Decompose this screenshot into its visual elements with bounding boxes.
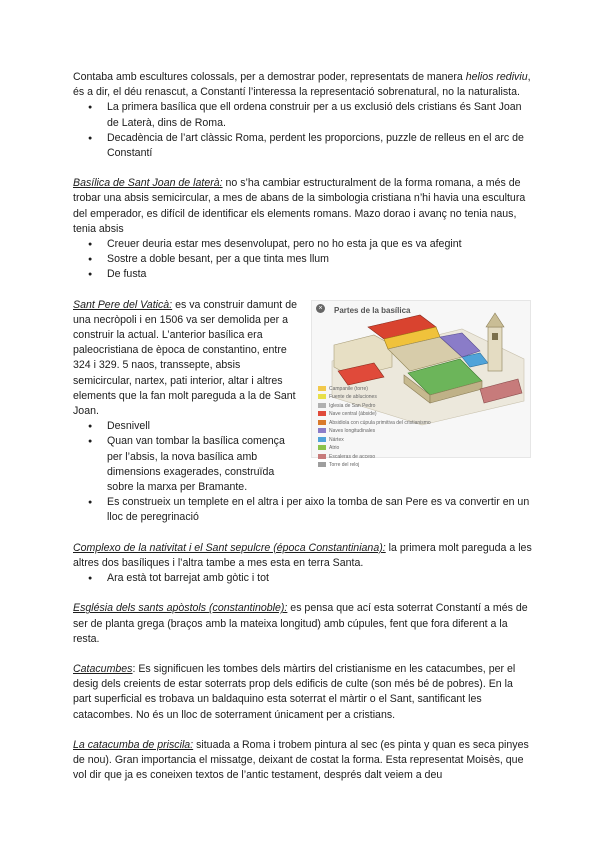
close-icon[interactable]: × [316,304,325,313]
helios-rediviu-term: helios rediviu [465,71,528,83]
legend-swatch [318,420,326,425]
list-item: ● Creuer deuria estar mes desenvolupat, pero no ho esta ja que es va afegint [73,237,533,252]
legend-swatch [318,394,326,399]
section-heading: Església dels sants apòstols (constantinoble): [73,602,288,615]
intro-paragraph: Contaba amb escultures colossals, per a demostrar poder, representats de manera helios rediviu, és a dir, el déu renascut, a Constantí l’interessa la representació sobrenatural, no la naturalista. [73,71,531,99]
vatica-bullet-list-continued [73,495,533,525]
legend-item: Nave central (ábside) [318,410,431,419]
laterano-bullet-list [73,237,533,283]
intro-bullet-list [73,100,533,161]
legend-swatch [318,411,326,416]
section-heading: Basílica de Sant Joan de laterà: [73,177,223,190]
list-item: ● La primera basílica que ell ordena construir per a us exclusió dels cristians és Sant Joan de Laterà, dins de Roma. [73,100,533,130]
list-item: ● Ara està tot barrejat amb gòtic i tot [73,571,533,586]
list-item: ● Es construeix un templete en el altra i per aixo la tomba de san Pere es va convertir en un lloc de peregrinació [73,495,533,525]
legend-item: Iglesia de San Pedro [318,402,431,411]
legend-item: Nártex [318,436,431,445]
legend-swatch [318,428,326,433]
complexo-bullet-list [73,571,533,586]
legend-item: Fuente de abluciones [318,393,431,402]
legend-item: Naves longitudinales [318,427,431,436]
list-item: ● Desnivell [73,419,298,434]
list-item: ● Decadència de l’art clàssic Roma, perdent les proporcions, puzzle de relleus en el arc de Constantí [73,131,533,161]
vatica-paragraph: Sant Pere del Vaticà: es va construir damunt de una necròpoli i en 1506 va ser demolida per a construir la actual. L’anterior basílica era paleocristiana de època de constantino, entre 324 i 329. 5 naos, transsepte, absis semicircular, nartex, pati interior, altar i altres elements que la fan molt pareguda a la de Sant Joan. [73,298,297,418]
section-heading: La catacumba de priscila: [73,738,194,751]
basilica-diagram-figure [311,300,531,469]
figure-legend [318,385,431,470]
legend-swatch [318,462,326,467]
legend-swatch [318,403,326,408]
campanile-window [492,333,498,340]
legend-item: Torre del reloj [318,461,431,470]
campanile-roof [486,313,504,327]
legend-item: Atrio [318,444,431,453]
legend-swatch [318,386,326,391]
catacumbes-paragraph: Catacumbes: Es significuen les tombes dels màrtirs del cristianisme en les catacumbes, per el desig dels creients de estar soterrats prop dels edificis de culte (son més bé de pobres). En la part superficial es trobava un baldaquino esta soterrat el màrtir o el Sant, santificant les catacombes. No és un lloc de soterrament únicament per a cristians. [73,662,516,721]
vatica-bullet-list [73,419,298,495]
section-heading: Sant Pere del Vaticà: [73,298,173,311]
vatica-section [73,298,533,496]
priscila-paragraph: La catacumba de priscila: situada a Roma i trobem pintura al sec (es pinta y quan es seca pinyes de nou). Gran importancia el missatge, deixant de costat la forma. Esta representat Moisès, que vol dir que ja es coneixen textos de l’antic testament, després dalt veiem a deu [73,738,529,782]
laterano-paragraph: Basílica de Sant Joan de laterà: no s’ha cambiar estructuralment de la forma romana, a més de trobar una absis semicircular, a mes de abans de la simbologia cristiana n’hi havia una escultura del emperador, es difícil de identificar els elements romans. Mazo dorao i avanç no tenia naus, tenia absis [73,177,526,235]
document-page [73,70,533,783]
complexo-paragraph: Complexo de la nativitat i el Sant sepulcre (época Constantiniana): la primera molt pareguda a les altres dos basíliques i l’altra tambe a mes esta en terra Santa. [73,541,532,569]
list-item: ● Sostre a doble besant, per a que tinta mes llum [73,252,533,267]
figure-title: Partes de la basílica [334,305,411,315]
legend-item: Campanile (torre) [318,385,431,394]
legend-swatch [318,454,326,459]
legend-item: Escaleras de acceso [318,453,431,462]
legend-swatch [318,445,326,450]
legend-swatch [318,437,326,442]
list-item: ● De fusta [73,267,533,282]
section-heading: Complexo de la nativitat i el Sant sepulcre (época Constantiniana): [73,541,386,554]
list-item: ● Quan van tombar la basílica comença per l’absis, la nova basílica amb dimensions exagerades, construïda sobre la marxa per Bramante. [73,434,298,495]
apostols-paragraph: Església dels sants apòstols (constantinoble): es pensa que ací esta soterrat Constantí a més de ser de planta grega (braços amb la mateixa longitud) amb cúpules, fent que fora diferent a la resta. [73,602,528,645]
section-heading: Catacumbes [73,662,133,675]
legend-item: Absidiola con cúpula primitiva del cristianismo [318,419,431,428]
